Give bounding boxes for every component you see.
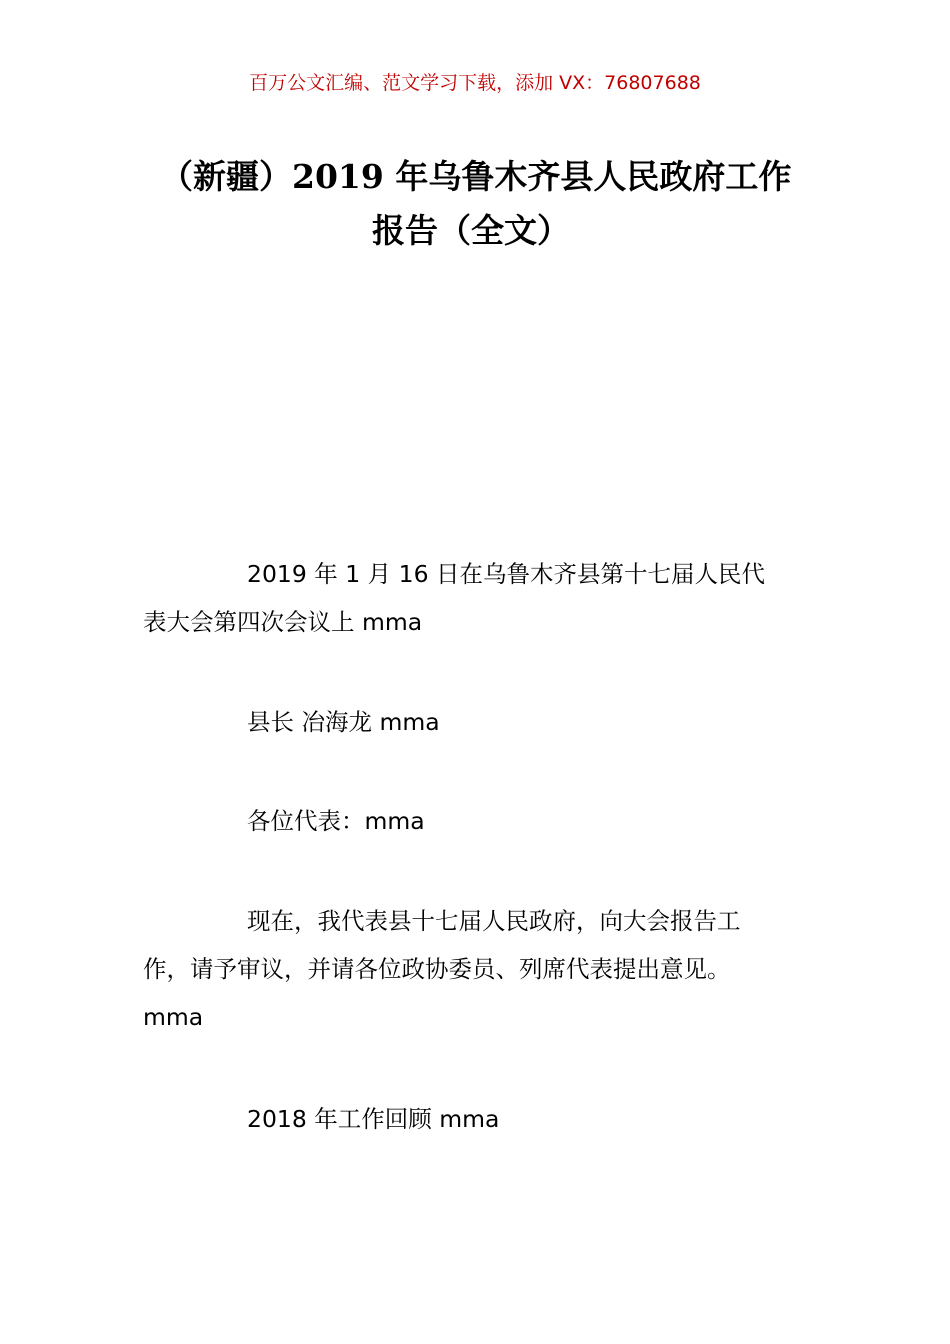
- paragraph-salutation: [143, 797, 833, 845]
- paragraph-line: 各位代表：mma: [247, 807, 425, 835]
- paragraph-line: 2018 年工作回顾 mma: [247, 1105, 500, 1133]
- paragraph-line: 2019 年 1 月 16 日在乌鲁木齐县第十七届人民代: [247, 560, 766, 588]
- paragraph-line: 现在，我代表县十七届人民政府，向大会报告工: [247, 907, 741, 935]
- document-title: [150, 150, 810, 258]
- title-line-2: 报告（全文）: [372, 211, 570, 250]
- promo-header: 百万公文汇编、范文学习下载，添加 VX：76807688: [249, 72, 701, 94]
- paragraph-meeting-date: [143, 550, 833, 646]
- paragraph-speaker: [143, 698, 833, 746]
- paragraph-line: 表大会第四次会议上 mma: [143, 608, 423, 636]
- paragraph-line: mma: [143, 1003, 204, 1031]
- paragraph-intro: [143, 897, 833, 1041]
- paragraph-section-heading: [143, 1095, 833, 1143]
- paragraph-line: 作，请予审议，并请各位政协委员、列席代表提出意见。: [143, 955, 731, 983]
- paragraph-line: 县长 冶海龙 mma: [247, 708, 440, 736]
- title-line-1: （新疆）2019 年乌鲁木齐县人民政府工作: [160, 157, 792, 196]
